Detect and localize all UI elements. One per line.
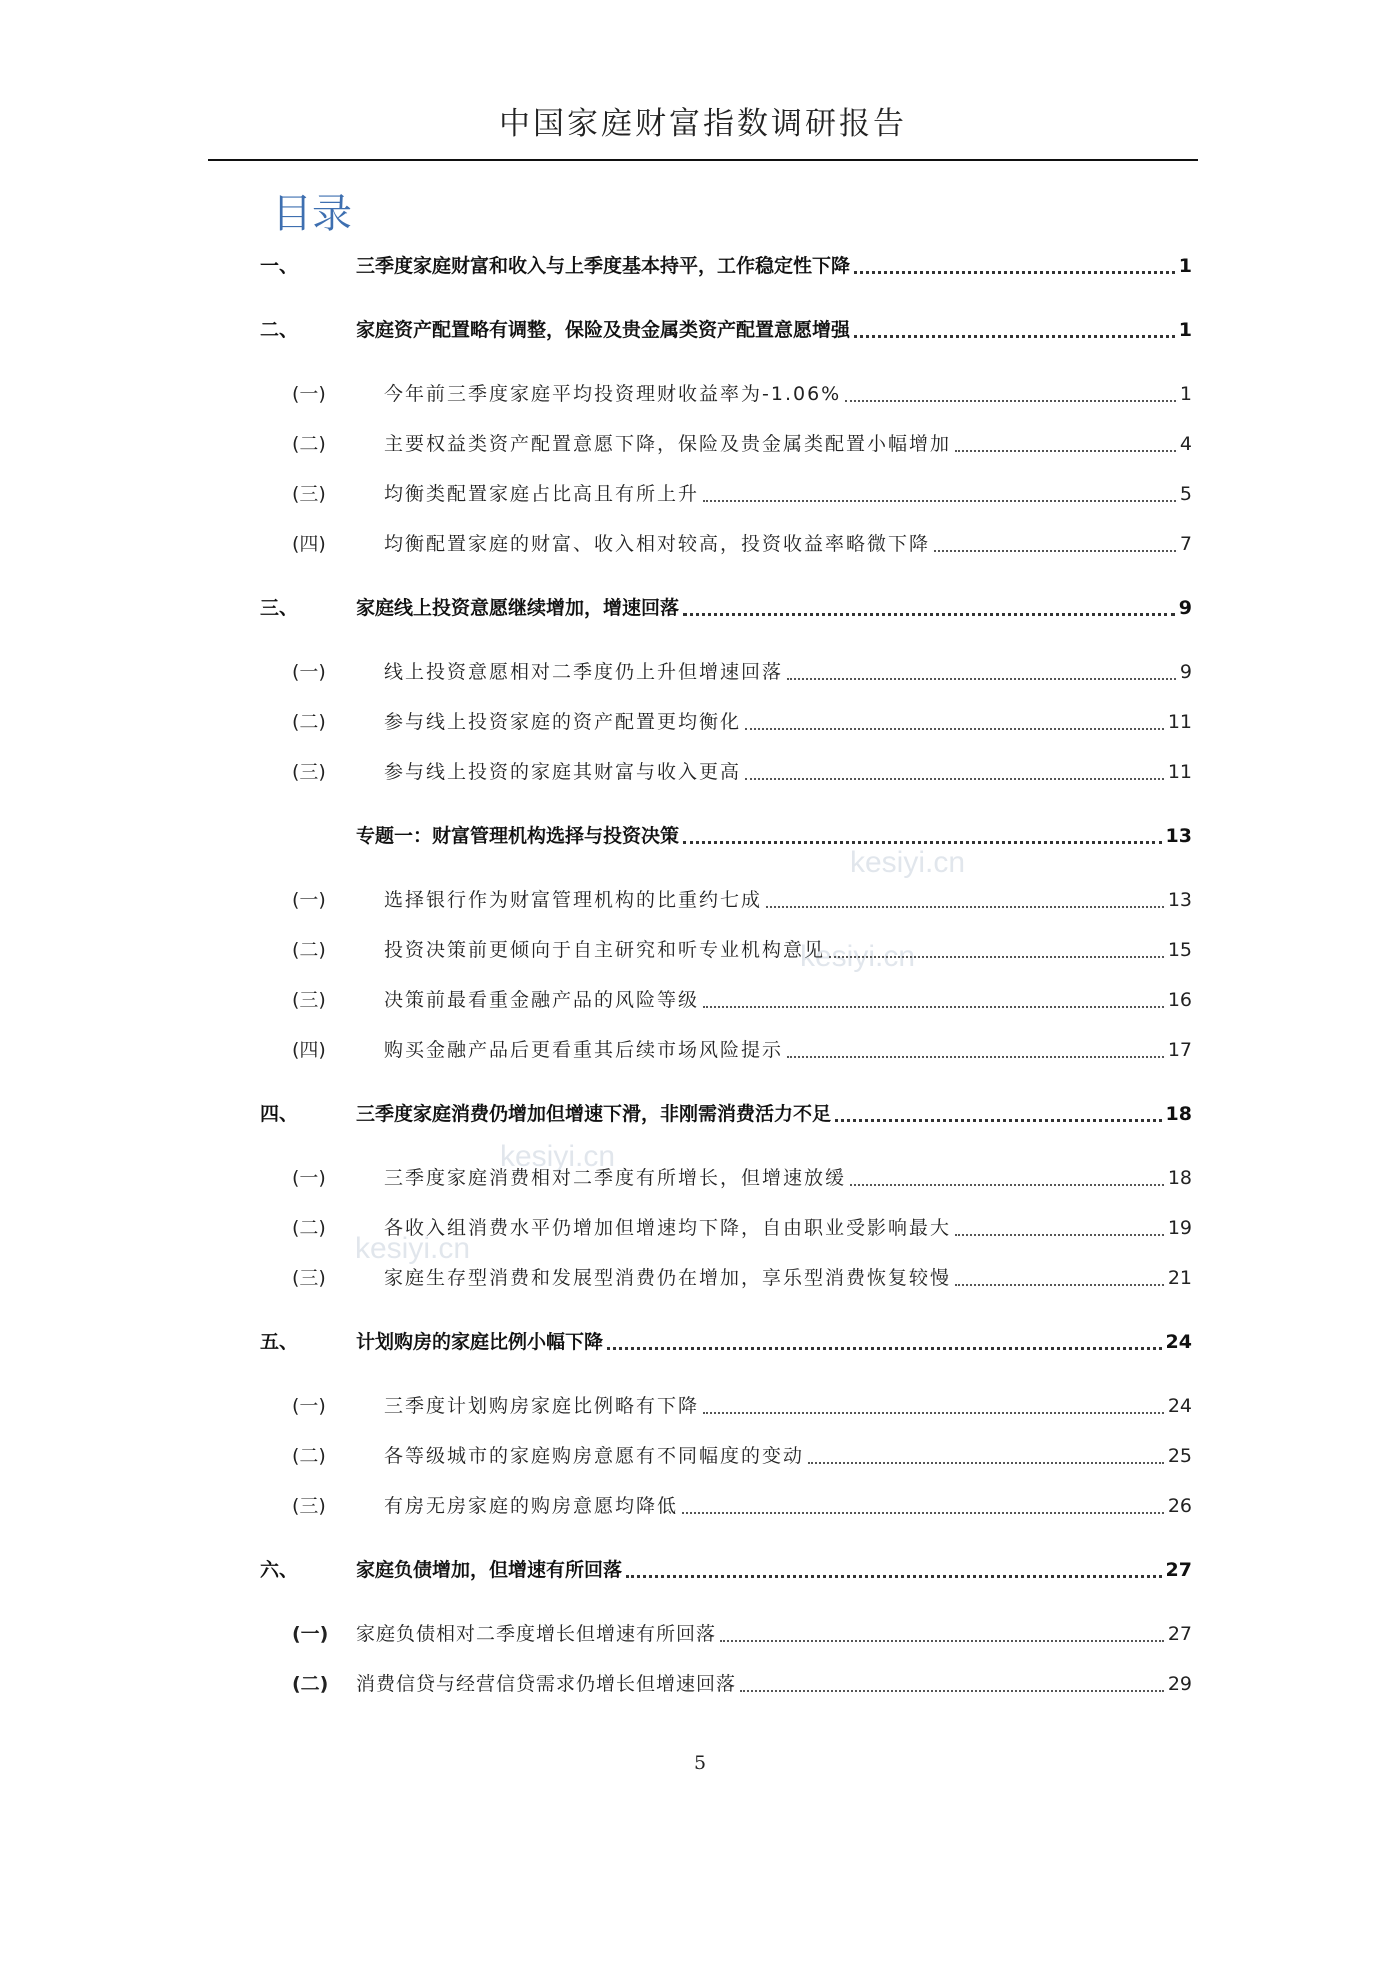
- toc-entry-number: (二): [292, 433, 326, 455]
- toc-entry[interactable]: [260, 1553, 1192, 1587]
- toc-leader-dots: [808, 1462, 1164, 1464]
- toc-entry-number: 一、: [260, 255, 299, 277]
- toc-entry[interactable]: [260, 591, 1192, 625]
- toc-entry-number: (一): [292, 1167, 326, 1189]
- toc-leader-dots: [787, 1056, 1164, 1058]
- toc-entry-title: 均衡类配置家庭占比高且有所上升: [384, 483, 700, 505]
- toc-entry[interactable]: [260, 249, 1192, 283]
- toc-entry[interactable]: [260, 1667, 1192, 1701]
- toc-entry-number: (四): [292, 1039, 326, 1061]
- toc-entry-page: 27: [1167, 1623, 1192, 1645]
- watermark: kesiyi.cn: [500, 1140, 616, 1173]
- toc-entry-number: 五、: [260, 1331, 299, 1353]
- toc-entry[interactable]: [260, 313, 1192, 347]
- toc-entry-number: (一): [292, 661, 326, 683]
- toc-leader-dots: [850, 1184, 1164, 1186]
- toc-entry-title: 家庭生存型消费和发展型消费仍在增加，享乐型消费恢复较慢: [384, 1267, 952, 1289]
- toc-entry[interactable]: [260, 983, 1192, 1017]
- toc-entry-page: 13: [1165, 825, 1192, 847]
- toc-entry-title: 今年前三季度家庭平均投资理财收益率为-1.06%: [384, 383, 842, 405]
- toc-entry[interactable]: [260, 1617, 1192, 1651]
- toc-entry[interactable]: [260, 1211, 1192, 1245]
- toc-leader-dots: [745, 778, 1164, 780]
- toc-entry[interactable]: [260, 1439, 1192, 1473]
- toc-entry-title: 三季度家庭消费仍增加但增速下滑，非刚需消费活力不足: [356, 1103, 832, 1125]
- toc-entry-number: (三): [292, 761, 326, 783]
- toc-entry-title: 决策前最看重金融产品的风险等级: [384, 989, 700, 1011]
- toc-entry[interactable]: [260, 933, 1192, 967]
- toc-entry-number: (一): [292, 1623, 329, 1645]
- toc-entry-title: 参与线上投资家庭的资产配置更均衡化: [384, 711, 742, 733]
- toc-entry-title: 专题一：财富管理机构选择与投资决策: [356, 825, 680, 847]
- toc-entry-number: (二): [292, 1217, 326, 1239]
- toc-entry-number: (三): [292, 1267, 326, 1289]
- toc-entry-number: (一): [292, 1395, 326, 1417]
- toc-entry-title: 购买金融产品后更看重其后续市场风险提示: [384, 1039, 784, 1061]
- toc-entry[interactable]: [260, 819, 1192, 853]
- toc-entry-page: 17: [1167, 1039, 1192, 1061]
- toc-leader-dots: [829, 956, 1164, 958]
- toc-leader-dots: [955, 450, 1176, 452]
- running-header: 中国家庭财富指数调研报告: [499, 106, 907, 142]
- toc-entry-page: 11: [1167, 711, 1192, 733]
- toc-entry-number: (三): [292, 1495, 326, 1517]
- toc-entry-page: 5: [1179, 483, 1192, 505]
- toc-entry-page: 1: [1178, 255, 1192, 277]
- toc-entry-page: 9: [1178, 597, 1192, 619]
- toc-entry-title: 投资决策前更倾向于自主研究和听专业机构意见: [384, 939, 826, 961]
- watermark: kesiyi.cn: [850, 846, 966, 879]
- toc-entry-title: 参与线上投资的家庭其财富与收入更高: [384, 761, 742, 783]
- toc-entry[interactable]: [260, 1325, 1192, 1359]
- toc-entry-page: 1: [1179, 383, 1192, 405]
- toc-leader-dots: [682, 1512, 1164, 1514]
- toc-entry-page: 19: [1167, 1217, 1192, 1239]
- toc-entry-number: (四): [292, 533, 326, 555]
- toc-entry[interactable]: [260, 477, 1192, 511]
- toc-entry-title: 主要权益类资产配置意愿下降，保险及贵金属类配置小幅增加: [384, 433, 952, 455]
- toc-entry-number: 二、: [260, 319, 299, 341]
- toc-entry[interactable]: [260, 427, 1192, 461]
- toc-entry-number: (一): [292, 889, 326, 911]
- toc-entry-title: 计划购房的家庭比例小幅下降: [356, 1331, 604, 1353]
- toc-entry-title: 家庭资产配置略有调整，保险及贵金属类资产配置意愿增强: [356, 319, 851, 341]
- toc-entry-title: 有房无房家庭的购房意愿均降低: [384, 1495, 679, 1517]
- toc-entry-title: 家庭负债增加，但增速有所回落: [356, 1559, 623, 1581]
- toc-leader-dots: [683, 841, 1162, 844]
- toc-entry-title: 三季度计划购房家庭比例略有下降: [384, 1395, 700, 1417]
- toc-leader-dots: [955, 1284, 1164, 1286]
- toc-leader-dots: [703, 1412, 1164, 1414]
- toc-entry-page: 24: [1167, 1395, 1192, 1417]
- watermark: kesiyi.cn: [355, 1232, 471, 1265]
- toc-entry-page: 4: [1179, 433, 1192, 455]
- toc-entry-title: 消费信贷与经营信贷需求仍增长但增速回落: [356, 1673, 737, 1695]
- toc-entry[interactable]: [260, 655, 1192, 689]
- toc-entry[interactable]: [260, 1389, 1192, 1423]
- toc-entry-number: 四、: [260, 1103, 299, 1125]
- toc-entry[interactable]: [260, 755, 1192, 789]
- page-number: 5: [693, 1752, 707, 1774]
- toc-entry-number: 六、: [260, 1559, 299, 1581]
- toc-leader-dots: [787, 678, 1176, 680]
- toc-entry-page: 13: [1167, 889, 1192, 911]
- toc-leader-dots: [934, 550, 1176, 552]
- toc-leader-dots: [845, 400, 1176, 402]
- toc-entry[interactable]: [260, 1161, 1192, 1195]
- toc-entry[interactable]: [260, 1033, 1192, 1067]
- toc-entry-number: (三): [292, 483, 326, 505]
- toc-entry-number: 三、: [260, 597, 299, 619]
- toc-entry-page: 26: [1167, 1495, 1192, 1517]
- toc-entry-number: (一): [292, 383, 326, 405]
- toc-entry-title: 家庭线上投资意愿继续增加，增速回落: [356, 597, 680, 619]
- watermark: kesiyi.cn: [800, 940, 916, 973]
- toc-entry-title: 三季度家庭财富和收入与上季度基本持平，工作稳定性下降: [356, 255, 851, 277]
- toc-entry[interactable]: [260, 527, 1192, 561]
- toc-leader-dots: [955, 1234, 1164, 1236]
- toc-leader-dots: [745, 728, 1164, 730]
- toc-entry[interactable]: [260, 1489, 1192, 1523]
- toc-entry[interactable]: [260, 1097, 1192, 1131]
- toc-entry-title: 家庭负债相对二季度增长但增速有所回落: [356, 1623, 717, 1645]
- toc-entry-page: 16: [1167, 989, 1192, 1011]
- toc-entry-page: 1: [1178, 319, 1192, 341]
- toc-leader-dots: [835, 1119, 1162, 1122]
- toc-entry[interactable]: [260, 705, 1192, 739]
- toc-entry-number: (二): [292, 939, 326, 961]
- toc-entry-number: (二): [292, 1445, 326, 1467]
- toc-entry-title: 线上投资意愿相对二季度仍上升但增速回落: [384, 661, 784, 683]
- toc-entry-page: 15: [1167, 939, 1192, 961]
- toc-entry[interactable]: [260, 883, 1192, 917]
- toc-entry[interactable]: [260, 377, 1192, 411]
- toc-entry-number: (二): [292, 711, 326, 733]
- toc-entry-page: 24: [1165, 1331, 1192, 1353]
- toc-entry-title: 各收入组消费水平仍增加但增速均下降，自由职业受影响最大: [384, 1217, 952, 1239]
- toc-entry-page: 7: [1179, 533, 1192, 555]
- toc-entry-page: 9: [1179, 661, 1192, 683]
- toc-entry-number: (三): [292, 989, 326, 1011]
- toc-entry-page: 11: [1167, 761, 1192, 783]
- toc-leader-dots: [683, 613, 1175, 616]
- toc-leader-dots: [626, 1575, 1162, 1578]
- toc-title: 目录: [272, 191, 352, 237]
- toc-leader-dots: [740, 1690, 1164, 1692]
- toc-entry-title: 均衡配置家庭的财富、收入相对较高，投资收益率略微下降: [384, 533, 931, 555]
- toc-entry-title: 各等级城市的家庭购房意愿有不同幅度的变动: [384, 1445, 805, 1467]
- toc-entry-page: 18: [1167, 1167, 1192, 1189]
- toc-leader-dots: [607, 1347, 1162, 1350]
- toc-entry[interactable]: [260, 1261, 1192, 1295]
- toc-leader-dots: [854, 271, 1175, 274]
- toc-leader-dots: [720, 1640, 1164, 1642]
- toc-leader-dots: [703, 500, 1176, 502]
- toc-leader-dots: [703, 1006, 1164, 1008]
- toc-entry-page: 25: [1167, 1445, 1192, 1467]
- toc-entry-page: 18: [1165, 1103, 1192, 1125]
- toc-entry-page: 29: [1167, 1673, 1192, 1695]
- toc-entry-page: 21: [1167, 1267, 1192, 1289]
- toc-entry-number: (二): [292, 1673, 329, 1695]
- toc-leader-dots: [854, 335, 1175, 338]
- toc-entry-page: 27: [1165, 1559, 1192, 1581]
- toc-entry-title: 三季度家庭消费相对二季度有所增长，但增速放缓: [384, 1167, 847, 1189]
- toc-entry-title: 选择银行作为财富管理机构的比重约七成: [384, 889, 763, 911]
- toc-leader-dots: [766, 906, 1164, 908]
